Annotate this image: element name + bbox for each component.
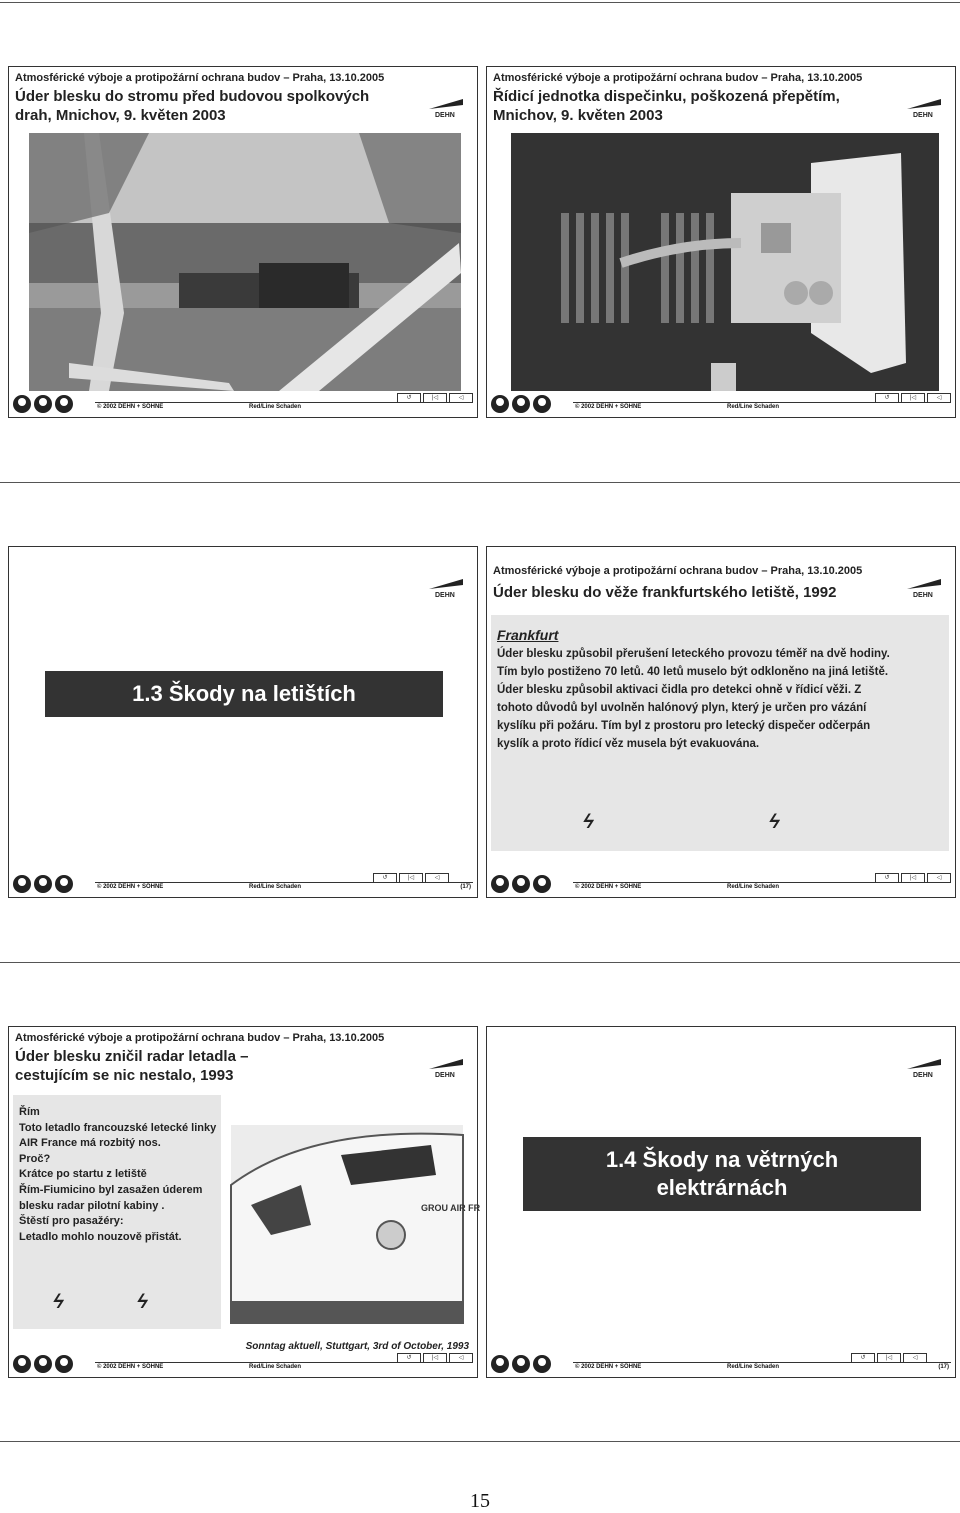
text-panel xyxy=(491,615,949,851)
pictogram-icon xyxy=(13,1355,31,1373)
slide-footer xyxy=(9,391,477,417)
page-number: 15 xyxy=(470,1490,490,1512)
page-label: (17) xyxy=(938,1364,949,1370)
first-nav-icon[interactable]: |◁ xyxy=(901,393,925,403)
text-panel xyxy=(13,1095,221,1329)
svg-text:DEHN: DEHN xyxy=(913,592,933,599)
photo-caption: Sonntag aktuell, Stuttgart, 3rd of October, 1993 xyxy=(245,1341,469,1352)
redline-label: Red/Line Schaden xyxy=(727,1364,780,1370)
lightning-icon: ϟ xyxy=(50,1291,67,1313)
pictogram-icon xyxy=(512,1355,530,1373)
slide-title: Úder blesku do věže frankfurtského letiště, 1992 xyxy=(493,584,837,601)
control-unit-photo xyxy=(511,133,939,391)
copyright: © 2002 DEHN + SÖHNE xyxy=(575,1364,642,1370)
redline-label: Red/Line Schaden xyxy=(249,1364,302,1370)
dehn-logo xyxy=(427,577,467,601)
panel-text: Řím Toto letadlo francouzské letecké linky AIR France má rozbitý nos. Proč? Krátce po startu z letiště Řím-Fiumicino byl zasažen úderem blesku radar pilotní kabiny . Štěstí pro pasažéry: Letadlo mohlo nouzově přistát. xyxy=(19,1106,217,1243)
slide-title: Úder blesku zničil radar letadla – cestujícím se nic nestalo, 1993 xyxy=(15,1048,249,1084)
back-nav-icon[interactable]: ◁ xyxy=(449,1353,473,1363)
slide-wind-section xyxy=(486,1026,956,1378)
svg-text:DEHN: DEHN xyxy=(913,1072,933,1079)
page-rule-3 xyxy=(0,1441,960,1442)
dehn-logo xyxy=(905,1057,945,1081)
airplane-photo xyxy=(231,1125,481,1323)
slide-title: Řídicí jednotka dispečinku, poškozená přepětím, Mnichov, 9. květen 2003 xyxy=(493,88,840,124)
dehn-logo xyxy=(905,577,945,601)
page-rule-top xyxy=(0,2,960,3)
copyright: © 2002 DEHN + SÖHNE xyxy=(97,1364,164,1370)
svg-text:DEHN: DEHN xyxy=(435,112,455,119)
conference-header: Atmosférické výboje a protipožární ochrana budov – Praha, 13.10.2005 xyxy=(15,1032,385,1044)
pictogram-icon xyxy=(533,1355,551,1373)
svg-text:DEHN: DEHN xyxy=(435,592,455,599)
return-nav-icon[interactable]: ↺ xyxy=(397,1353,421,1363)
page-label: (17) xyxy=(460,884,471,890)
back-nav-icon[interactable]: ◁ xyxy=(425,873,449,883)
dehn-logo xyxy=(905,97,945,121)
pictogram-icon xyxy=(34,875,52,893)
back-nav-icon[interactable]: ◁ xyxy=(927,873,951,883)
slide-radar-strike xyxy=(8,1026,481,1378)
return-nav-icon[interactable]: ↺ xyxy=(875,873,899,883)
slide-footer xyxy=(487,871,955,897)
first-nav-icon[interactable]: |◁ xyxy=(423,393,447,403)
redline-label: Red/Line Schaden xyxy=(249,404,302,410)
slide-tree-strike xyxy=(8,66,478,418)
pictogram-icon xyxy=(512,395,530,413)
svg-text:GROU AIR FR: GROU AIR FR xyxy=(421,1203,481,1213)
copyright: © 2002 DEHN + SÖHNE xyxy=(97,404,164,410)
slide-footer xyxy=(487,391,955,417)
return-nav-icon[interactable]: ↺ xyxy=(851,1353,875,1363)
first-nav-icon[interactable]: |◁ xyxy=(423,1353,447,1363)
pictogram-icon xyxy=(55,875,73,893)
slide-control-unit xyxy=(486,66,956,418)
pictogram-icon xyxy=(491,1355,509,1373)
slide-frankfurt xyxy=(486,546,956,898)
pictogram-icon xyxy=(533,875,551,893)
pictogram-icon xyxy=(55,1355,73,1373)
redline-label: Red/Line Schaden xyxy=(727,404,780,410)
pictogram-icon xyxy=(13,875,31,893)
return-nav-icon[interactable]: ↺ xyxy=(397,393,421,403)
pictogram-icon xyxy=(533,395,551,413)
lightning-icon: ϟ xyxy=(134,1291,151,1313)
pictogram-icon xyxy=(491,875,509,893)
pictogram-icon xyxy=(13,395,31,413)
dehn-logo xyxy=(427,1057,467,1081)
return-nav-icon[interactable]: ↺ xyxy=(875,393,899,403)
lightning-icon: ϟ xyxy=(580,811,597,833)
conference-header: Atmosférické výboje a protipožární ochrana budov – Praha, 13.10.2005 xyxy=(493,72,863,84)
return-nav-icon[interactable]: ↺ xyxy=(373,873,397,883)
svg-text:DEHN: DEHN xyxy=(435,1072,455,1079)
page-rule-2 xyxy=(0,962,960,963)
dehn-logo xyxy=(427,97,467,121)
pictogram-icon xyxy=(491,395,509,413)
copyright: © 2002 DEHN + SÖHNE xyxy=(97,884,164,890)
pictogram-icon xyxy=(34,395,52,413)
svg-text:DEHN: DEHN xyxy=(913,112,933,119)
slide-footer xyxy=(9,871,477,897)
panel-text: Úder blesku způsobil přerušení leteckého provozu téměř na dvě hodiny. Tím bylo postiženo 70 letů. 40 letů muselo být odkloněno na jiná letiště. Úder blesku způsobil aktivaci čidla pro detekci ohně v řídicí věži. Z tohoto důvodů byl uvolněn halónový plyn, který je určen pro vázání kyslíku při požáru. Tím byl z prostoru pro letecký dispečer odčerpán kyslík a proto řídicí věz musela být evakuována. xyxy=(497,648,890,750)
redline-label: Red/Line Schaden xyxy=(727,884,780,890)
first-nav-icon[interactable]: |◁ xyxy=(399,873,423,883)
first-nav-icon[interactable]: |◁ xyxy=(901,873,925,883)
back-nav-icon[interactable]: ◁ xyxy=(927,393,951,403)
conference-header: Atmosférické výboje a protipožární ochrana budov – Praha, 13.10.2005 xyxy=(493,565,863,577)
lightning-icon: ϟ xyxy=(766,811,783,833)
slide-footer xyxy=(9,1351,477,1377)
section-banner: 1.3 Škody na letištích xyxy=(45,671,443,717)
tree-photo xyxy=(29,133,461,391)
first-nav-icon[interactable]: |◁ xyxy=(877,1353,901,1363)
pictogram-icon xyxy=(34,1355,52,1373)
copyright: © 2002 DEHN + SÖHNE xyxy=(575,404,642,410)
slide-footer xyxy=(487,1351,955,1377)
panel-heading: Frankfurt xyxy=(497,627,559,643)
page-rule-1 xyxy=(0,482,960,483)
section-banner: 1.4 Škody na větrných elektrárnách xyxy=(523,1137,921,1211)
conference-header: Atmosférické výboje a protipožární ochrana budov – Praha, 13.10.2005 xyxy=(15,72,385,84)
slide-title: Úder blesku do stromu před budovou spolkových drah, Mnichov, 9. květen 2003 xyxy=(15,88,370,124)
pictogram-icon xyxy=(512,875,530,893)
redline-label: Red/Line Schaden xyxy=(249,884,302,890)
back-nav-icon[interactable]: ◁ xyxy=(449,393,473,403)
pictogram-icon xyxy=(55,395,73,413)
back-nav-icon[interactable]: ◁ xyxy=(903,1353,927,1363)
copyright: © 2002 DEHN + SÖHNE xyxy=(575,884,642,890)
slide-airports-section xyxy=(8,546,478,898)
